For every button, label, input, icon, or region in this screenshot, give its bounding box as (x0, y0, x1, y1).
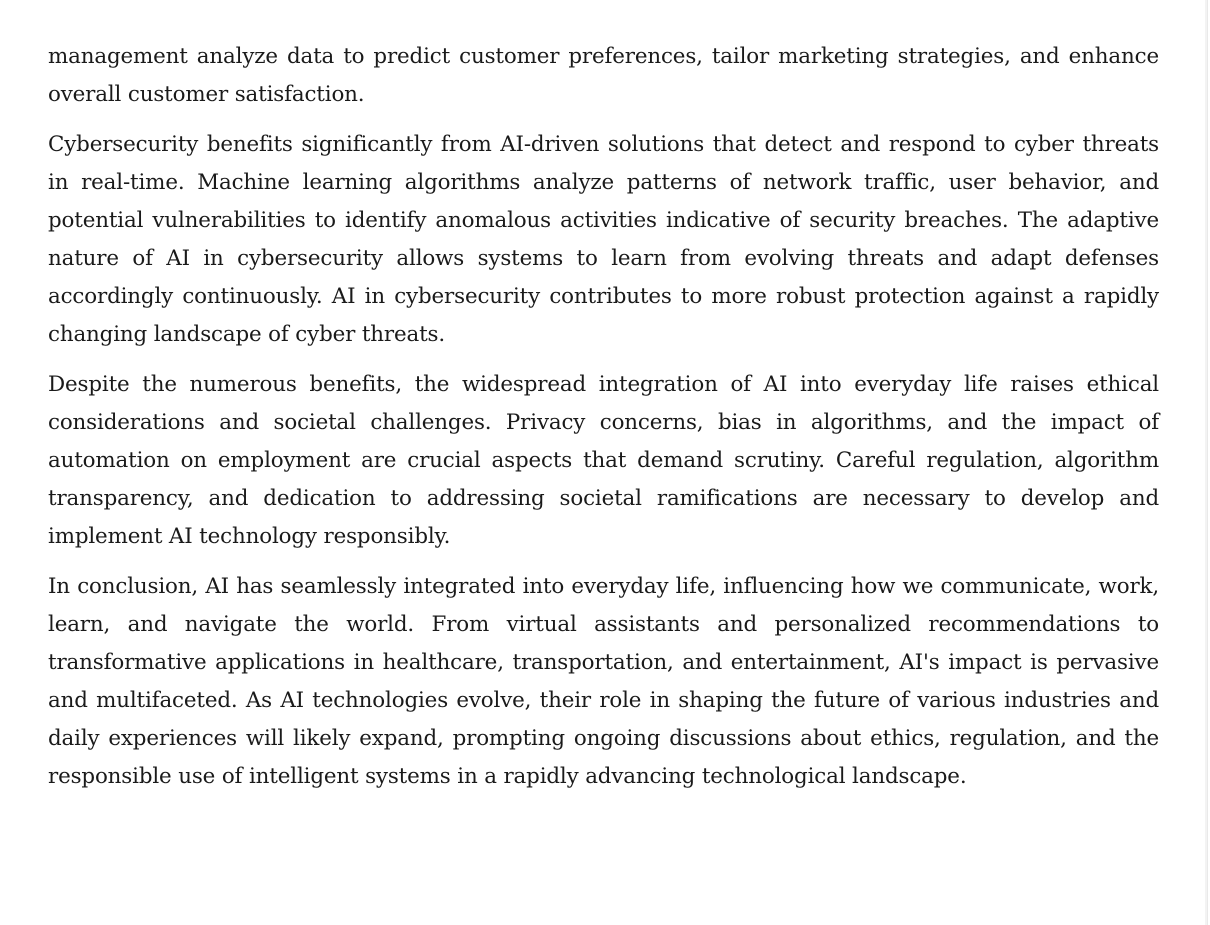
paragraph-ethical-considerations: Despite the numerous benefits, the widespread integration of AI into everyday life raises ethical considerations and societal challenges. Privacy concerns, bias in algorithms, and the impact of automation on employment are crucial aspects that demand scrutiny. Careful regulation, algorithm transparency, and dedication to addressing societal ramifications are necessary to develop and implement AI technology responsibly. (48, 372, 1159, 549)
paragraph-conclusion: In conclusion, AI has seamlessly integrated into everyday life, influencing how we communicate, work, learn, and navigate the world. From virtual assistants and personalized recommendations to transformative applications in healthcare, transportation, and entertainment, AI's impact is pervasive and multifaceted. As AI technologies evolve, their role in shaping the future of various industries and daily experiences will likely expand, prompting ongoing discussions about ethics, regulation, and the responsible use of intelligent systems in a rapidly advancing technological landscape. (48, 574, 1159, 789)
paragraph-customer-satisfaction: management analyze data to predict customer preferences, tailor marketing strategies, and enhance overall customer satisfaction. (48, 44, 1159, 107)
scrollbar-track[interactable] (1205, 0, 1207, 925)
article-body (48, 38, 1159, 796)
paragraph-cybersecurity: Cybersecurity benefits significantly from AI-driven solutions that detect and respond to cyber threats in real-time. Machine learning algorithms analyze patterns of network traffic, user behavior, and potential vulnerabilities to identify anomalous activities indicative of security breaches. The adaptive nature of AI in cybersecurity allows systems to learn from evolving threats and adapt defenses accordingly continuously. AI in cybersecurity contributes to more robust protection against a rapidly changing landscape of cyber threats. (48, 132, 1159, 347)
